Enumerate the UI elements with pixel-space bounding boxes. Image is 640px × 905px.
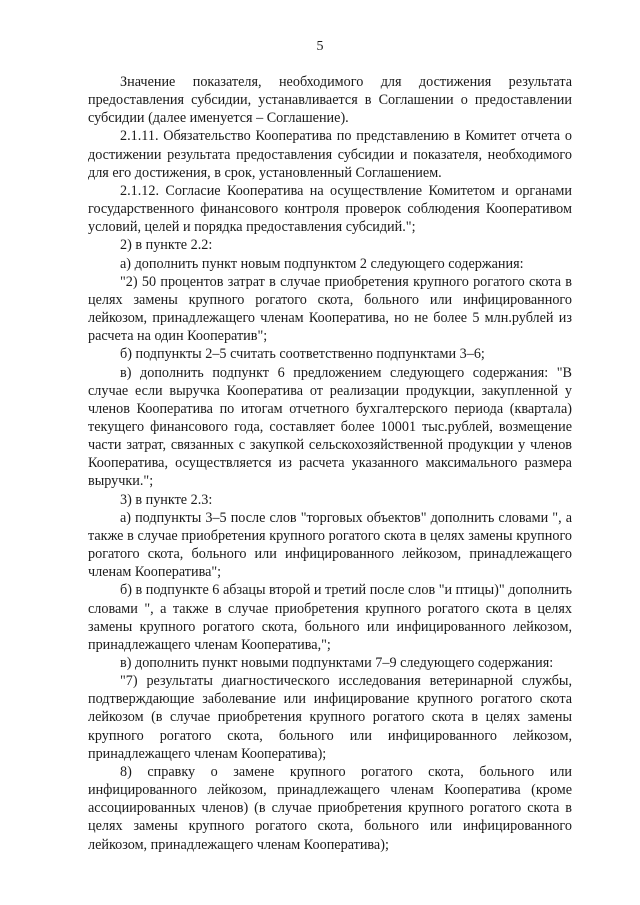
page-number: 5 <box>316 39 324 54</box>
paragraph-item-3-heading: 3) в пункте 2.3: <box>120 491 213 508</box>
paragraph-new-subitem-7: "7) результаты диагностического исследования ветеринарной службы, подтверждающие заболевание или инфицирование крупного рогатого скота лейкозом (в случае приобретения крупного рогатого скота в целях замены крупного рогатого скота, больного или инфицированного лейкозом, принадлежащего членам Кооператива); <box>88 673 572 762</box>
paragraph-item-3v: в) дополнить пункт новыми подпунктами 7–9 следующего содержания: <box>120 655 554 671</box>
paragraph-2-1-11: 2.1.11. Обязательство Кооператива по представлению в Комитет отчета о достижении результата предоставления субсидии и показателя, необходимого для его достижения, в срок, установленный Соглашением. <box>88 128 572 181</box>
document-body <box>88 73 572 854</box>
paragraph-item-2v: в) дополнить подпункт 6 предложением следующего содержания: "В случае если выручка Кооператива от реализации продукции, закупленной у членов Кооператива по итогам отчетного бухгалтерского периода (квартала) текущего финансового года, составляет более 10001 тыс.рублей, возмещение части затрат, связанных с закупкой сельскохозяйственной продукции у членов Кооператива, осуществляется из расчета указанного максимального размера выручки."; <box>88 364 572 490</box>
paragraph-item-2a: а) дополнить пункт новым подпунктом 2 следующего содержания: <box>120 255 524 272</box>
paragraph-item-2b: б) подпункты 2–5 считать соответственно подпунктами 3–6; <box>120 346 485 363</box>
paragraph-item-2-heading: 2) в пункте 2.2: <box>120 237 213 254</box>
paragraph-indicator-value: Значение показателя, необходимого для достижения результата предоставления субсидии, устанавливается в Соглашении о предоставлении субсидии (далее именуется – Соглашение). <box>88 74 572 127</box>
paragraph-item-3b: б) в подпункте 6 абзацы второй и третий после слов "и птицы)" дополнить словами ", а также в случае приобретения крупного рогатого скота в целях замены крупного рогатого скота, больного или инфицированного лейкозом, принадлежащего членам Кооператива,"; <box>88 582 572 653</box>
paragraph-new-subitem-2: "2) 50 процентов затрат в случае приобретения крупного рогатого скота в целях замены крупного рогатого скота, больного или инфицированного лейкозом, принадлежащего членам Кооператива, но не более 5 млн.рублей из расчета на один Кооператив"; <box>88 273 572 345</box>
paragraph-item-3a: а) подпункты 3–5 после слов "торговых объектов" дополнить словами ", а также в случае приобретения крупного рогатого скота в целях замены крупного рогатого скота, больного или инфицированного лейкозом, принадлежащего членам Кооператива"; <box>88 509 572 581</box>
paragraph-2-1-12: 2.1.12. Согласие Кооператива на осуществление Комитетом и органами государственного финансового контроля проверок соблюдения Кооперативом условий, целей и порядка предоставления субсидий."; <box>88 182 572 236</box>
paragraph-new-subitem-8: 8) справку о замене крупного рогатого скота, больного или инфицированного лейкозом, принадлежащего членам Кооператива (кроме ассоциированных членов) (в случае приобретения крупного рогатого скота в целях замены крупного рогатого скота, больного или инфицированного лейкозом, принадлежащего членам Кооператива); <box>88 763 572 853</box>
